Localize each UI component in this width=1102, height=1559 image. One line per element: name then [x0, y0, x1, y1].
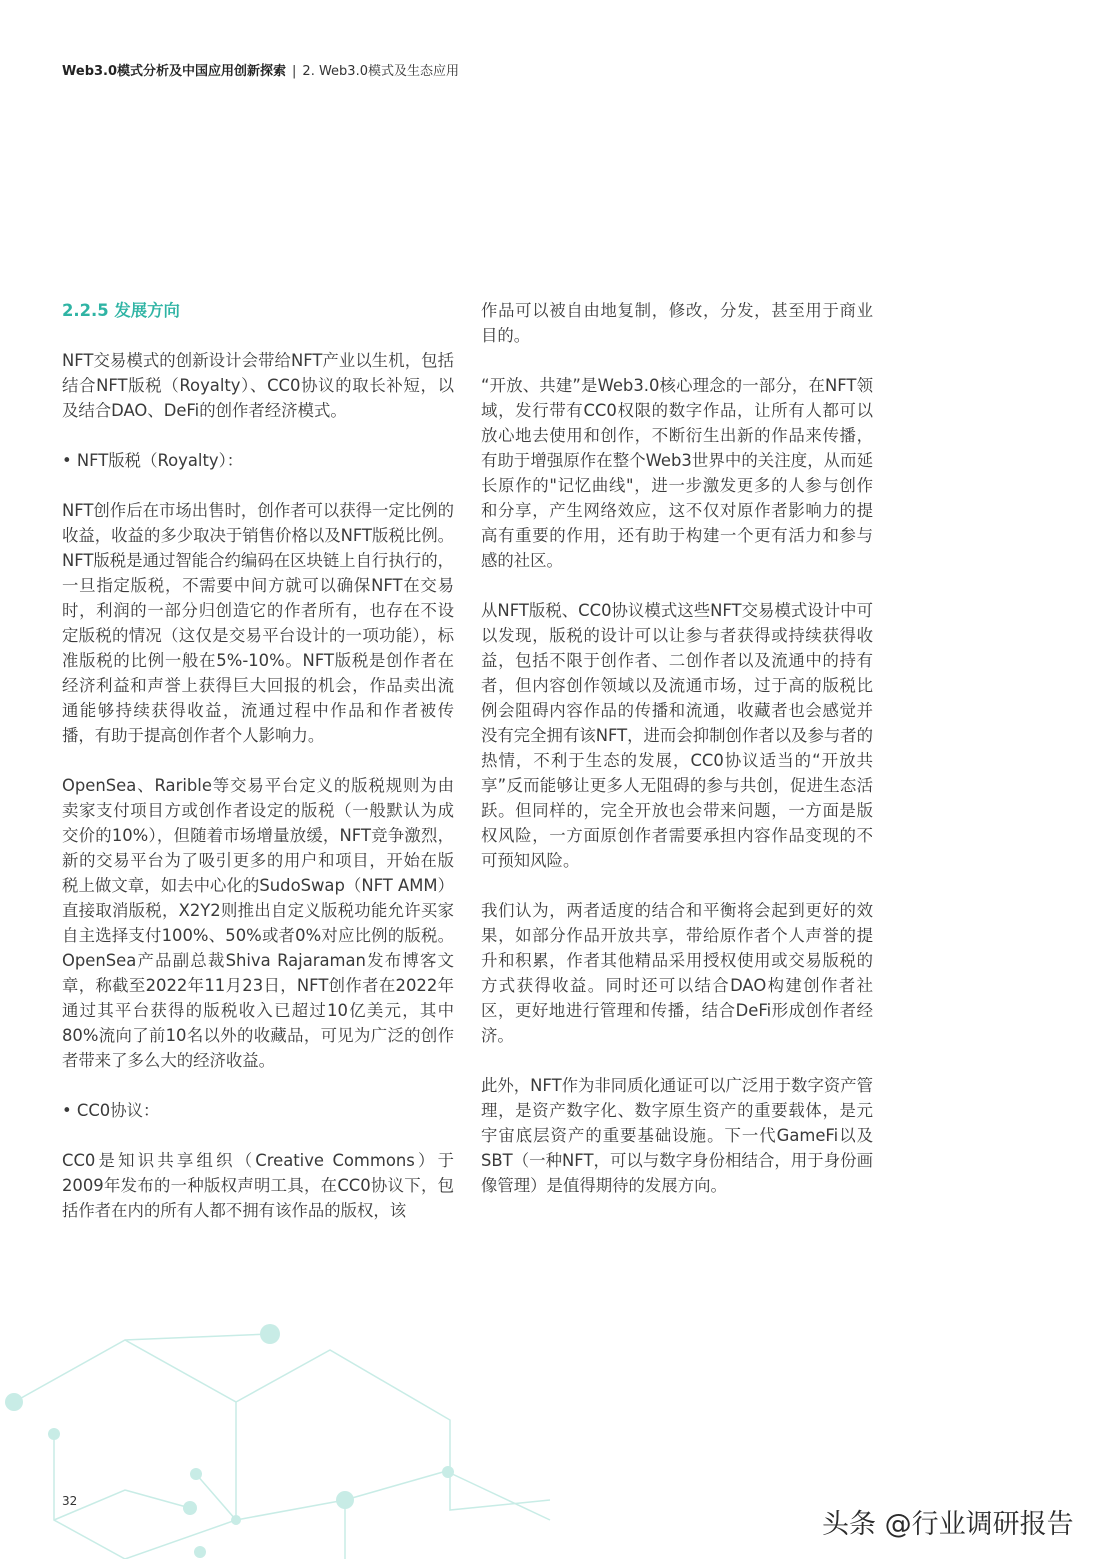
deco-node: [442, 1466, 454, 1478]
royalty-paragraph: NFT创作后在市场出售时，创作者可以获得一定比例的收益，收益的多少取决于销售价格以及NFT版税比例。NFT版税是通过智能合约编码在区块链上自行执行的，一旦指定版税，不需要中间方就可以确保NFT在交易时，利润的一部分归创造它的作者所有，也存在不设定版税的情况（这仅是交易平台设计的一项功能），标准版税的比例一般在5%-10%。NFT版税是创作者在经济利益和声誉上获得巨大回报的机会，作品卖出流通能够持续获得收益，流通过程中作品和作者被传播，有助于提高创作者个人影响力。: [62, 501, 455, 745]
opensea-paragraph: OpenSea、Rarible等交易平台定义的版税规则为由卖家支付项目方或创作者设定的版税（一般默认为成交价的10%），但随着市场增量放缓，NFT竞争激烈，新的交易平台为了吸引更多的用户和项目，开始在版税上做文章，如去中心化的SudoSwap（NFT AMM）直接取消版税，X2Y2则推出自定义版税功能允许买家自主选择支付100%、50%或者0%对应比例的版税。OpenSea产品副总裁Shiva Rajaraman发布博客文章，称截至2022年11月23日，NFT创作者在2022年通过其平台获得的版税收入已超过10亿美元，其中80%流向了前10名以外的收藏品，可见为广泛的创作者带来了多么大的经济收益。: [62, 776, 454, 1070]
opinion-paragraph: 我们认为，两者适度的结合和平衡将会起到更好的效果，如部分作品开放共享，带给原作者个人声誉的提升和积累，作者其他精品采用授权使用或交易版税的方式获得收益。同时还可以结合DAO构建创作者社区，更好地进行管理和传播，结合DeFi形成创作者经济。: [481, 901, 873, 1045]
bullet-royalty-title: • NFT版税（Royalty）：: [62, 451, 244, 470]
header-separator: |: [292, 64, 297, 79]
left-column: [62, 298, 454, 1223]
chapter-title: 2. Web3.0模式及生态应用: [302, 64, 459, 79]
doc-title: Web3.0模式分析及中国应用创新探索: [62, 64, 287, 79]
deco-node: [48, 1428, 60, 1440]
intro-paragraph: NFT交易模式的创新设计会带给NFT产业以生机，包括结合NFT版税（Royalty）、CC0协议的取长补短，以及结合DAO、DeFi的创作者经济模式。: [62, 351, 454, 420]
cc0-paragraph: CC0是知识共享组织（Creative Commons）于2009年发布的一种版权声明工具，在CC0协议下，包括作者在内的所有人都不拥有该作品的版权，该: [62, 1151, 454, 1220]
page-number: 32: [62, 1494, 78, 1508]
deco-node: [183, 1501, 197, 1515]
deco-node: [5, 1393, 23, 1411]
deco-node: [336, 1491, 354, 1509]
outlook-paragraph: 此外，NFT作为非同质化通证可以广泛用于数字资产管理，是资产数字化、数字原生资产的重要载体，是元宇宙底层资产的重要基础设施。下一代GameFi以及SBT（一种NFT，可以与数字身份相结合，用于身份画像管理）是值得期待的发展方向。: [481, 1076, 874, 1195]
right-column: [481, 298, 873, 1198]
running-header: [62, 60, 459, 79]
bullet-cc0-title: • CC0协议：: [62, 1101, 160, 1120]
deco-node: [231, 1515, 241, 1525]
cc0-continued-paragraph: 作品可以被自由地复制，修改，分发，甚至用于商业目的。: [481, 301, 873, 345]
section-heading: 2.2.5 发展方向: [62, 301, 180, 320]
deco-node: [194, 1546, 206, 1558]
watermark: 头条 @行业调研报告: [822, 1509, 1074, 1540]
deco-node: [190, 1468, 202, 1480]
open-build-paragraph: “开放、共建”是Web3.0核心理念的一部分，在NFT领域，发行带有CC0权限的数字作品，让所有人都可以放心地去使用和创作，不断衍生出新的作品来传播，有助于增强原作在整个Web3世界中的关注度，从而延长原作的"记忆曲线"，进一步激发更多的人参与创作和分享，产生网络效应，这不仅对原作者影响力的提高有重要的作用，还有助于构建一个更有活力和参与感的社区。: [481, 376, 873, 570]
analysis-paragraph: 从NFT版税、CC0协议模式这些NFT交易模式设计中可以发现，版税的设计可以让参与者获得或持续获得收益，包括不限于创作者、二创作者以及流通中的持有者，但内容创作领域以及流通市场，过于高的版税比例会阻碍内容作品的传播和流通，收藏者也会感觉并没有完全拥有该NFT，进而会抑制创作者以及参与者的热情，不利于生态的发展，CC0协议适当的“开放共享”反而能够让更多人无阻碍的参与共创，促进生态活跃。但同样的，完全开放也会带来问题，一方面是版权风险，一方面原创作者需要承担内容作品变现的不可预知风险。: [481, 601, 874, 870]
network-decoration: [0, 1310, 600, 1559]
deco-node: [260, 1324, 280, 1344]
